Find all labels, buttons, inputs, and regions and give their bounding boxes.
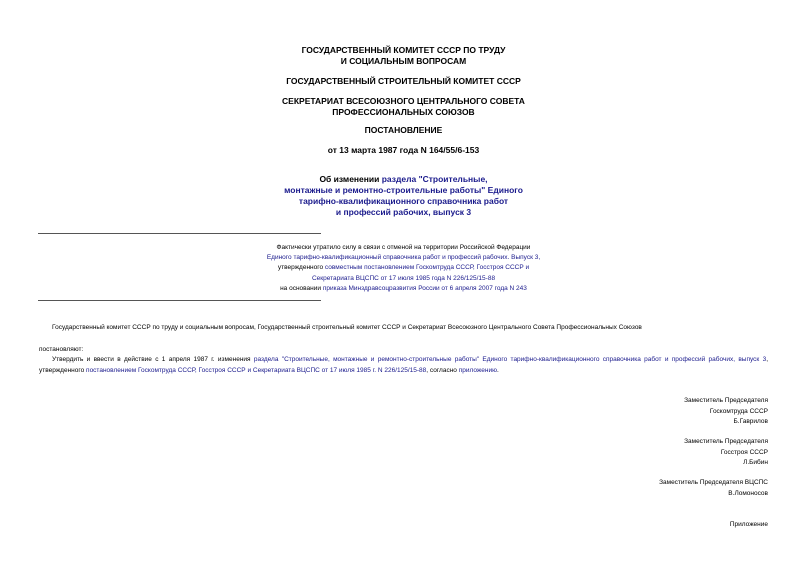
main-paragraph-start: Утвердить и ввести в действие с 1 апреля 1987 г. изменения xyxy=(52,356,254,363)
main-paragraph xyxy=(39,355,768,376)
issuer-gosstroy: ГОСУДАРСТВЕННЫЙ СТРОИТЕЛЬНЫЙ КОМИТЕТ СССР xyxy=(286,76,521,86)
signature-block-vtsps xyxy=(659,478,768,499)
signature-position: Заместитель Председателя ВЦСПС xyxy=(659,479,768,486)
status-note-line3-prefix: утвержденного xyxy=(277,264,325,272)
title-link-part1[interactable]: раздела "Строительные, xyxy=(381,174,488,184)
link-resolution-1985[interactable]: постановлением Госкомтруда СССР, Госстроя СССР и Секретариата ВЦСПС от 17 июля 1985 г. N 226/125/15-88 xyxy=(86,366,427,374)
status-note-line5 xyxy=(0,284,807,294)
issuer-vtssps xyxy=(0,96,807,118)
main-paragraph-end: . xyxy=(496,366,499,374)
title-link-part4[interactable]: и профессий рабочих, выпуск 3 xyxy=(335,207,472,217)
appendix-label: Приложение xyxy=(729,521,768,528)
title-line1 xyxy=(0,174,807,185)
link-section-construction[interactable]: раздела "Строительные, монтажные и ремонтно-строительные работы" Единого тарифно-квалификационного справочника работ и профессий рабочих, выпуск 3 xyxy=(253,356,767,363)
signature-name: В.Ломоносов xyxy=(728,489,768,497)
status-note xyxy=(0,243,807,294)
document-date-number: от 13 марта 1987 года N 164/55/6-153 xyxy=(327,145,480,155)
status-note-link-resolution[interactable]: совместным постановлением Госкомтруда СССР, Госстроя СССР и xyxy=(324,264,530,272)
status-note-link-order[interactable]: приказа Минздравсоцразвития России от 6 апреля 2007 года N 243 xyxy=(322,284,527,292)
intro-paragraph: Государственный комитет СССР по труду и социальным вопросам, Государственный строительный комитет СССР и Секретариат Всесоюзного Центрального Совета Профессиональных Союзов xyxy=(52,324,642,331)
status-note-link-resolution-cont[interactable]: Секретариата ВЦСПС от 17 июля 1985 года N 226/125/15-88 xyxy=(311,274,496,282)
issuer-goskomtrud-line2: И СОЦИАЛЬНЫМ ВОПРОСАМ xyxy=(340,56,467,66)
main-paragraph-mid: , утвержденного xyxy=(39,356,769,374)
document-type: ПОСТАНОВЛЕНИЕ xyxy=(364,125,443,135)
signature-organization: Госкомтруда СССР xyxy=(709,407,768,415)
divider-top xyxy=(38,233,321,234)
status-note-line5-prefix: на основании xyxy=(280,284,323,292)
signature-block-goskomtrud xyxy=(684,396,768,428)
link-appendix[interactable]: приложению xyxy=(458,366,497,374)
document-title xyxy=(0,174,807,218)
issuer-goskomtrud xyxy=(0,45,807,67)
issuer-vtssps-line2: ПРОФЕССИОНАЛЬНЫХ СОЮЗОВ xyxy=(332,107,475,117)
title-link-part2[interactable]: монтажные и ремонтно-строительные работы" Единого xyxy=(284,185,523,195)
signature-organization: Госстроя СССР xyxy=(720,448,768,456)
main-paragraph-mid2: , согласно xyxy=(426,366,459,374)
issuer-vtssps-line1: СЕКРЕТАРИАТ ВСЕСОЮЗНОГО ЦЕНТРАЛЬНОГО СОВЕТА xyxy=(282,96,525,106)
signature-name: Б.Гаврилов xyxy=(733,418,768,425)
status-note-link-catalog[interactable]: Единого тарифно-квалификационный справочника работ и профессий рабочих. Выпуск 3, xyxy=(266,254,541,262)
signature-position: Заместитель Председателя xyxy=(684,397,768,404)
title-prefix: Об изменении xyxy=(319,174,382,184)
issuer-goskomtrud-line1: ГОСУДАРСТВЕННЫЙ КОМИТЕТ СССР ПО ТРУДУ xyxy=(301,45,506,55)
status-note-line1: Фактически утратило силу в связи с отменой на территории Российской Федерации xyxy=(276,244,531,251)
resolve-word: постановляют: xyxy=(39,346,84,353)
divider-bottom xyxy=(38,300,321,301)
signature-name: Л.Бибин xyxy=(743,459,768,466)
title-link-part3[interactable]: тарифно-квалификационного справочника работ xyxy=(298,196,509,206)
status-note-line3 xyxy=(0,263,807,273)
signature-block-gosstroy xyxy=(684,437,768,469)
signature-position: Заместитель Председателя xyxy=(684,438,768,445)
